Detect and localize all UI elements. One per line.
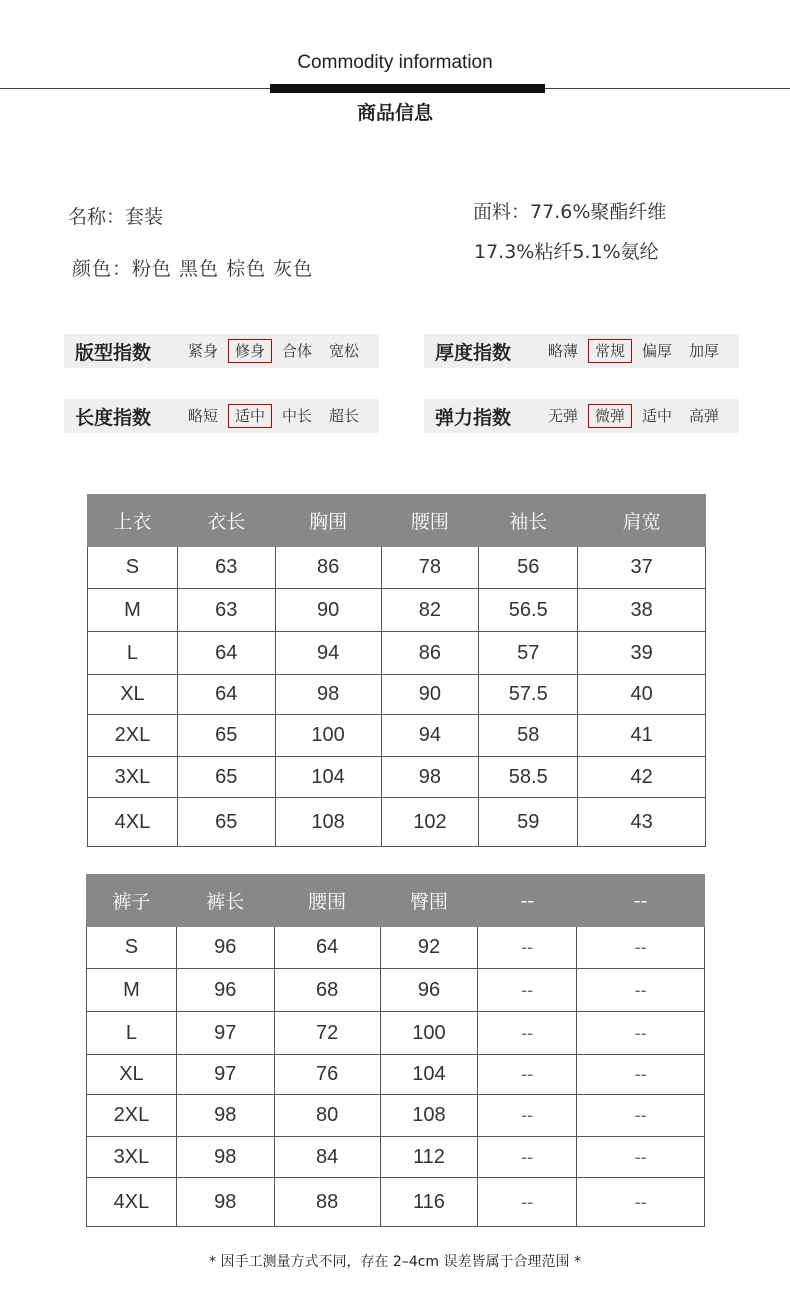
pants-table-header-cell: -- (478, 875, 577, 927)
top-table-cell: 98 (381, 757, 479, 798)
index-option: 中长 (282, 407, 313, 425)
pants-table-cell: -- (478, 1095, 577, 1137)
top-table-cell: 98 (275, 675, 381, 715)
top-size-table (87, 494, 706, 847)
top-table-cell: 57.5 (479, 675, 578, 715)
top-table-cell: 65 (177, 715, 275, 757)
pants-table-cell: 97 (176, 1012, 274, 1055)
top-table-header-cell: 腰围 (381, 495, 479, 547)
pants-table-cell: 100 (380, 1012, 478, 1055)
index-option-selected: 微弹 (588, 404, 632, 428)
top-table-header-cell: 衣长 (177, 495, 275, 547)
pants-table-row (87, 927, 705, 969)
pants-table-cell: -- (577, 1012, 705, 1055)
title-english: Commodity information (297, 52, 493, 73)
pants-table-cell: 68 (274, 969, 380, 1012)
pants-table-cell: 92 (380, 927, 478, 969)
pants-table-cell: 98 (176, 1178, 274, 1227)
top-table-cell: 108 (275, 798, 381, 847)
pants-table-cell: 96 (176, 927, 274, 969)
index-option: 略薄 (548, 342, 579, 360)
pants-table-cell: -- (478, 1178, 577, 1227)
pants-table-header-cell: 臀围 (380, 875, 478, 927)
top-table-cell: 42 (578, 757, 706, 798)
pants-table-cell: -- (478, 927, 577, 969)
pants-table-row (87, 1137, 705, 1178)
index-option: 合体 (282, 342, 313, 360)
pants-table-cell: M (87, 969, 177, 1012)
top-table-header-cell: 上衣 (88, 495, 178, 547)
index-option: 略短 (188, 407, 219, 425)
top-table-cell: 63 (177, 589, 275, 632)
index-option-selected: 常规 (588, 339, 632, 363)
name-value: 套装 (125, 206, 164, 228)
top-table-cell: 4XL (88, 798, 178, 847)
top-table-row (88, 675, 706, 715)
index-option-selected: 修身 (228, 339, 272, 363)
pants-table-row (87, 1095, 705, 1137)
index-option-selected: 适中 (228, 404, 272, 428)
pants-table-cell: 108 (380, 1095, 478, 1137)
pants-table-cell: -- (478, 969, 577, 1012)
index-fit (64, 334, 379, 368)
index-title-thickness: 厚度指数 (435, 341, 512, 364)
pants-table-cell: 64 (274, 927, 380, 969)
pants-table-cell: -- (577, 1137, 705, 1178)
fabric-label: 面料： (473, 201, 531, 223)
pants-table-row (87, 1178, 705, 1227)
pants-table-cell: S (87, 927, 177, 969)
pants-table-cell: -- (577, 1178, 705, 1227)
index-title-fit: 版型指数 (75, 341, 152, 364)
pants-table-cell: 2XL (87, 1095, 177, 1137)
top-table-cell: 3XL (88, 757, 178, 798)
product-name (68, 202, 163, 229)
top-table-cell: 78 (381, 547, 479, 589)
pants-table-cell: 96 (176, 969, 274, 1012)
pants-table-cell: XL (87, 1055, 177, 1095)
top-table-cell: 38 (578, 589, 706, 632)
pants-size-table (86, 874, 705, 1227)
pants-table-cell: 88 (274, 1178, 380, 1227)
top-table-cell: 58.5 (479, 757, 578, 798)
pants-table-cell: -- (577, 1095, 705, 1137)
pants-table-header-cell: -- (577, 875, 705, 927)
top-table-cell: 104 (275, 757, 381, 798)
top-table-cell: 90 (381, 675, 479, 715)
fabric-value-line1: 77.6%聚酯纤维 (530, 201, 667, 223)
top-table-row (88, 589, 706, 632)
top-table-cell: 94 (381, 715, 479, 757)
name-label: 名称： (68, 206, 126, 228)
index-option: 偏厚 (642, 342, 673, 360)
index-option: 紧身 (188, 342, 219, 360)
pants-table-cell: L (87, 1012, 177, 1055)
index-length (64, 399, 379, 433)
pants-table-cell: 80 (274, 1095, 380, 1137)
top-table-cell: S (88, 547, 178, 589)
pants-table-cell: -- (577, 1055, 705, 1095)
pants-table-cell: 116 (380, 1178, 478, 1227)
top-table-cell: 59 (479, 798, 578, 847)
top-table-cell: 86 (275, 547, 381, 589)
top-table-header-cell: 肩宽 (578, 495, 706, 547)
title-chinese: 商品信息 (356, 102, 433, 124)
pants-table-cell: 4XL (87, 1178, 177, 1227)
pants-table-cell: -- (478, 1055, 577, 1095)
top-table-cell: 58 (479, 715, 578, 757)
pants-table-row (87, 1055, 705, 1095)
top-table-cell: 63 (177, 547, 275, 589)
pants-table-cell: 112 (380, 1137, 478, 1178)
top-table-cell: 56 (479, 547, 578, 589)
color-value: 粉色 黑色 棕色 灰色 (132, 258, 314, 280)
product-colors (72, 254, 313, 281)
top-table-cell: 82 (381, 589, 479, 632)
color-label: 颜色： (72, 258, 133, 280)
product-fabric (473, 197, 666, 224)
top-table-row (88, 715, 706, 757)
pants-table-cell: -- (478, 1012, 577, 1055)
pants-table-cell: 97 (176, 1055, 274, 1095)
index-option: 高弹 (689, 407, 720, 425)
top-table-cell: 41 (578, 715, 706, 757)
measurement-note: * 因手工测量方式不同，存在 2–4cm 误差皆属于合理范围 * (209, 1254, 581, 1270)
top-table-row (88, 547, 706, 589)
top-table-cell: 40 (578, 675, 706, 715)
top-table-cell: 86 (381, 632, 479, 675)
top-table-header-cell: 袖长 (479, 495, 578, 547)
header-divider-bar (270, 84, 545, 93)
index-option: 加厚 (689, 342, 720, 360)
top-table-cell: 90 (275, 589, 381, 632)
pants-table-cell: 84 (274, 1137, 380, 1178)
pants-table-header-cell: 裤子 (87, 875, 177, 927)
top-table-row (88, 632, 706, 675)
top-table-cell: 2XL (88, 715, 178, 757)
index-title-elasticity: 弹力指数 (435, 406, 512, 429)
top-table-header-cell: 胸围 (275, 495, 381, 547)
pants-table-cell: 3XL (87, 1137, 177, 1178)
top-table-cell: 37 (578, 547, 706, 589)
index-option: 无弹 (548, 407, 579, 425)
top-table-cell: 64 (177, 675, 275, 715)
top-table-cell: 102 (381, 798, 479, 847)
pants-table-cell: 72 (274, 1012, 380, 1055)
pants-table-cell: -- (577, 969, 705, 1012)
index-title-length: 长度指数 (75, 406, 152, 429)
pants-table-row (87, 969, 705, 1012)
index-option: 宽松 (329, 342, 360, 360)
top-table-cell: 100 (275, 715, 381, 757)
top-table-cell: 64 (177, 632, 275, 675)
fabric-value-line2: 17.3%粘纤5.1%氨纶 (474, 241, 659, 263)
index-option: 适中 (642, 407, 673, 425)
top-table-cell: L (88, 632, 178, 675)
pants-table-cell: 98 (176, 1137, 274, 1178)
pants-table-header-cell: 裤长 (176, 875, 274, 927)
top-table-cell: 94 (275, 632, 381, 675)
pants-table-row (87, 1012, 705, 1055)
top-table-cell: 39 (578, 632, 706, 675)
index-thickness (424, 334, 739, 368)
top-table-cell: 57 (479, 632, 578, 675)
pants-table-cell: -- (577, 927, 705, 969)
pants-table-cell: 98 (176, 1095, 274, 1137)
top-table-cell: XL (88, 675, 178, 715)
top-table-cell: 65 (177, 757, 275, 798)
pants-table-cell: 104 (380, 1055, 478, 1095)
top-table-row (88, 757, 706, 798)
top-table-row (88, 798, 706, 847)
pants-table-cell: 96 (380, 969, 478, 1012)
top-table-cell: 43 (578, 798, 706, 847)
top-table-cell: 56.5 (479, 589, 578, 632)
top-table-cell: 65 (177, 798, 275, 847)
index-elasticity (424, 399, 739, 433)
pants-table-cell: 76 (274, 1055, 380, 1095)
top-table-cell: M (88, 589, 178, 632)
pants-table-header-cell: 腰围 (274, 875, 380, 927)
index-option: 超长 (329, 407, 360, 425)
pants-table-cell: -- (478, 1137, 577, 1178)
